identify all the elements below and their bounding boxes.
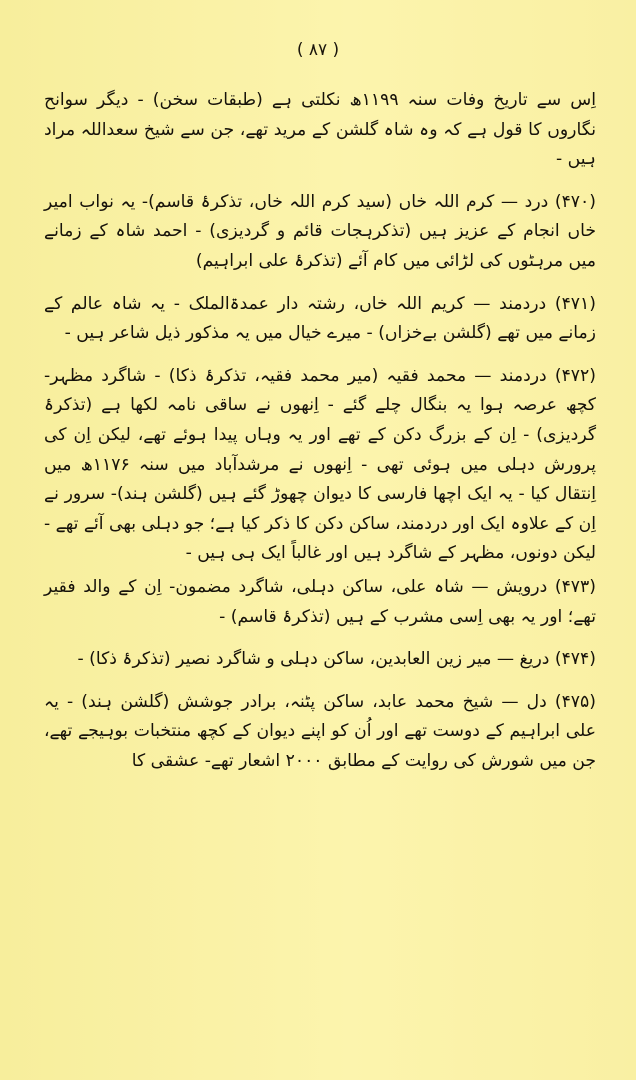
paragraph-intro: اِس سے تاریخ وفات سنہ ۱۱۹۹ھ نکلتی ہے (طبقات سخن) - دیگر سوانح نگاروں کا قول ہے کہ وہ شاہ گلشن کے مرید تھے، جن سے شیخ سعداللہ مراد ہیں - [44, 90, 596, 170]
body-text [44, 86, 596, 789]
entry-473: (۴۷۳) درویش — شاہ علی، ساکن دہلی، شاگرد مضمون- اِن کے والد فقیر تھے؛ اور یہ بھی اِسی مشرب کے ہیں (تذکرۂ قاسم) - [44, 576, 596, 627]
entry-475: (۴۷۵) دل — شیخ محمد عابد، ساکن پٹنہ، برادر جوشش (گلشن ہند) - یہ علی ابراہیم کے دوست تھے اور اُن کو اپنے دیوان کے کچھ منتخبات بوہیجے تھے، جن میں شورش کی روایت کے مطابق ۲۰۰۰ اشعار تھے- عشقی کا [44, 691, 596, 771]
entry-470: (۴۷۰) درد — کرم اللہ خاں (سید کرم اللہ خاں، تذکرۂ قاسم)- یہ نواب امیر خاں انجام کے عزیز ہیں (تذکرہجات قائم و گردیزی) - احمد شاہ کے زمانے میں مرہٹوں کی لڑائی میں کام آئے (تذکرۂ علی ابراہیم) [44, 191, 596, 271]
entry-474: (۴۷۴) دریغ — میر زین العابدین، ساکن دہلی و شاگرد نصیر (تذکرۂ ذکا) - [77, 649, 596, 670]
entry-472: (۴۷۲) دردمند — محمد فقیہ (میر محمد فقیہ، تذکرۂ ذکا) - شاگرد مظہر- کچھ عرصہ ہوا یہ بنگال چلے گئے - اِنھوں نے ساقی نامہ لکھا ہے (تذکرۂ گردیزی) - اِن کے بزرگ دکن کے تھے اور یہ وہاں پیدا ہوئے تھے، لیکن اِن کی پرورش دہلی میں ہوئی تھی - اِنھوں نے مرشدآباد میں سنہ ۱۱۷۶ھ میں اِنتقال کیا - یہ ایک اچھا فارسی کا دیوان چھوڑ گئے ہیں (گلشن ہند)- سرور نے اِن کے علاوہ ایک اور دردمند، ساکن دکن کا ذکر کیا ہے؛ جو دہلی بھی آئے تھے - لیکن دونوں، مظہر کے شاگرد ہیں اور غالباً ایک ہی ہیں - [44, 365, 596, 564]
page-number: ( ۸۷ ) [296, 40, 340, 60]
entry-471: (۴۷۱) دردمند — کریم اللہ خاں، رشتہ دار عمدۃالملک - یہ شاہ عالم کے زمانے میں تھے (گلشن بےخزاں) - میرے خیال میں یہ مذکور ذیل شاعر ہیں - [44, 293, 596, 344]
